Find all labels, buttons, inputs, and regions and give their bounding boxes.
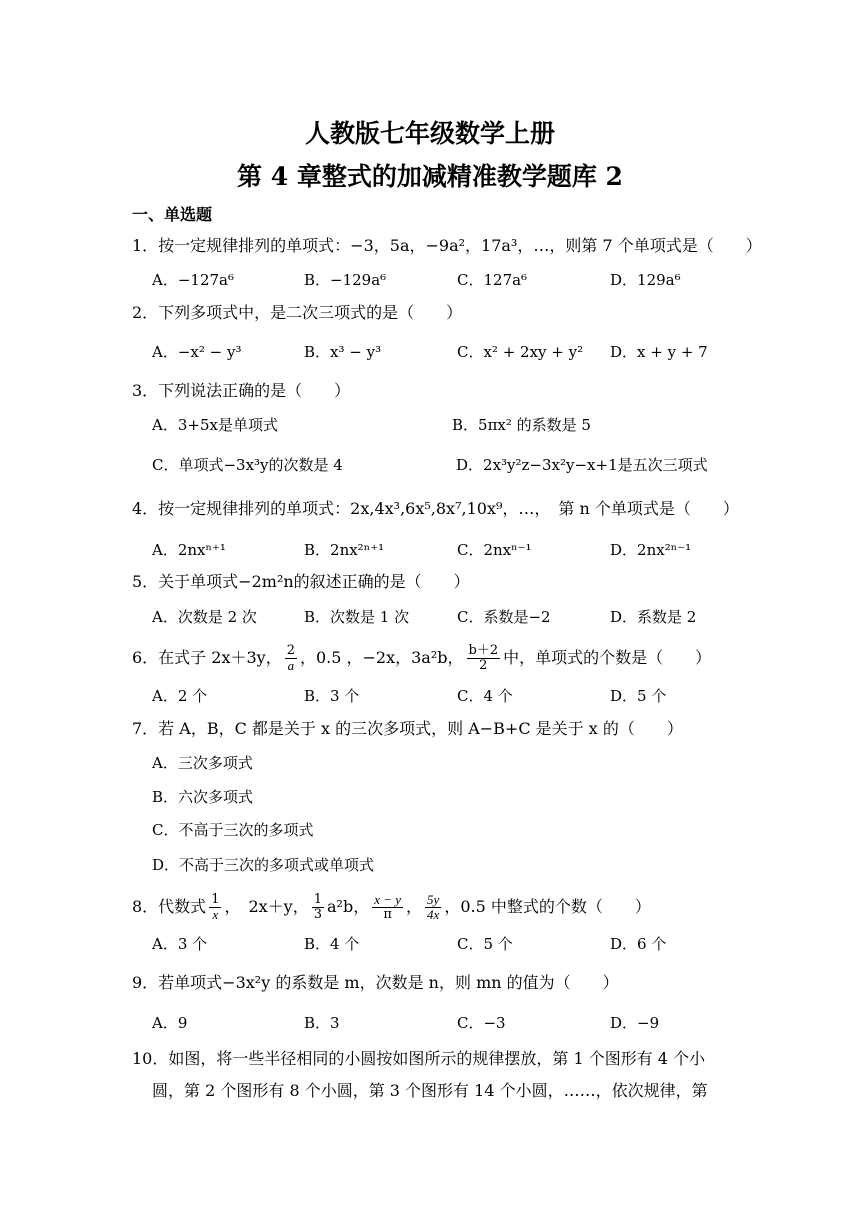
q8-part2: ， 2x＋y， <box>224 897 309 916</box>
q8-fraction4-denominator: 4x <box>427 907 440 922</box>
q5-option-c: C．系数是−2 <box>457 608 551 626</box>
q9-stem: 9．若单项式−3x²y 的系数是 m，次数是 n，则 mn 的值为（ ） <box>132 973 619 992</box>
q8-fraction1-numerator: 1 <box>211 892 220 907</box>
q8-stem <box>132 893 651 922</box>
q8-fraction-5y-over-4x <box>425 893 441 922</box>
q1-stem: 1．按一定规律排列的单项式：−3，5a，−9a²，17a³，…，则第 7 个单项式是（ ） <box>132 236 762 255</box>
q1-option-a: A．−127a⁶ <box>152 271 234 289</box>
q6-fraction1-denominator: a <box>287 658 295 673</box>
q6-fraction2-numerator: b＋2 <box>468 643 499 658</box>
q7-option-d: D．不高于三次的多项式或单项式 <box>152 856 375 874</box>
q4-option-b: B．2nx²ⁿ⁺¹ <box>304 541 385 559</box>
doc-title-line2: 第 4 章整式的加减精准教学题库 2 <box>237 162 623 191</box>
q6-stem <box>132 644 711 673</box>
q6-option-b: B．3 个 <box>304 687 360 705</box>
q4-option-a: A．2nxⁿ⁺¹ <box>152 541 226 559</box>
q3-option-d: D．2x³y²z−3x²y−x+1是五次三项式 <box>456 456 708 474</box>
q9-option-d: D．−9 <box>610 1014 660 1032</box>
q4-stem: 4．按一定规律排列的单项式：2x,4x³,6x⁵,8x⁷,10x⁹，…， 第 n 个单项式是（ ） <box>132 499 739 518</box>
q7-option-b: B．六次多项式 <box>152 788 254 806</box>
q3-option-a: A．3+5x是单项式 <box>152 416 278 434</box>
q4-option-d: D．2nx²ⁿ⁻¹ <box>610 541 692 559</box>
q5-option-b: B．次数是 1 次 <box>304 608 410 626</box>
q5-option-a: A．次数是 2 次 <box>152 608 257 626</box>
q8-fraction-1-over-3 <box>312 893 324 922</box>
q4-option-c: C．2nxⁿ⁻¹ <box>457 541 532 559</box>
q8-part4: ， <box>406 897 423 916</box>
q8-fraction-1-over-x <box>209 893 221 922</box>
q1-option-c: C．127a⁶ <box>457 271 528 289</box>
section-heading: 一、单选题 <box>132 205 213 224</box>
q3-option-c: C．单项式−3x³y的次数是 4 <box>152 456 343 474</box>
q5-option-d: D．系数是 2 <box>610 608 697 626</box>
q8-part3: a²b， <box>327 897 370 916</box>
q8-suffix: ，0.5 中整式的个数（ ） <box>444 897 651 916</box>
q2-option-b: B．x³ − y³ <box>304 343 382 361</box>
q6-option-d: D．5 个 <box>610 687 667 705</box>
q6-option-a: A．2 个 <box>152 687 208 705</box>
q6-prefix: 6．在式子 2x＋3y， <box>132 648 282 667</box>
q1-option-d: D．129a⁶ <box>610 271 681 289</box>
q6-fraction-b-plus-2-over-2 <box>467 644 501 673</box>
q9-option-a: A．9 <box>152 1014 188 1032</box>
q10-line2: 圆，第 2 个图形有 8 个小圆，第 3 个图形有 14 个小圆，……，依次规律，第 <box>152 1081 708 1100</box>
q2-option-d: D．x + y + 7 <box>610 343 708 361</box>
doc-title-line1: 人教版七年级数学上册 <box>304 119 555 148</box>
q8-fraction3-numerator: x − y <box>374 892 402 907</box>
q1-option-b: B．−129a⁶ <box>304 271 387 289</box>
q8-fraction-x-minus-y-over-pi <box>372 893 403 922</box>
q3-stem: 3．下列说法正确的是（ ） <box>132 381 351 400</box>
q6-fraction2-denominator: 2 <box>479 658 488 673</box>
q2-option-a: A．−x² − y³ <box>152 343 242 361</box>
q8-option-a: A．3 个 <box>152 935 208 953</box>
q3-option-b: B．5πx² 的系数是 5 <box>452 416 591 434</box>
q8-prefix: 8．代数式 <box>132 897 207 916</box>
q2-stem: 2．下列多项式中，是二次三项式的是（ ） <box>132 303 463 322</box>
q6-suffix: 中，单项式的个数是（ ） <box>503 648 712 667</box>
q6-option-c: C．4 个 <box>457 687 513 705</box>
q7-option-c: C．不高于三次的多项式 <box>152 821 314 839</box>
q9-option-c: C．−3 <box>457 1014 506 1032</box>
q7-option-a: A．三次多项式 <box>152 754 253 772</box>
q8-fraction4-numerator: 5y <box>427 892 440 907</box>
q8-option-d: D．6 个 <box>610 935 667 953</box>
q6-middle: ，0.5 ，−2x，3a²b， <box>299 648 464 667</box>
q6-fraction-2-over-a <box>285 644 297 673</box>
q7-stem: 7．若 A，B，C 都是关于 x 的三次多项式，则 A−B+C 是关于 x 的（ ） <box>132 719 683 738</box>
q9-option-b: B．3 <box>304 1014 340 1032</box>
q8-fraction1-denominator: x <box>212 907 219 922</box>
q8-fraction2-numerator: 1 <box>313 892 322 907</box>
q5-stem: 5．关于单项式−2m²n的叙述正确的是（ ） <box>132 572 470 591</box>
q10-line1: 10．如图，将一些半径相同的小圆按如图所示的规律摆放，第 1 个图形有 4 个小 <box>132 1049 706 1068</box>
q8-option-b: B．4 个 <box>304 935 360 953</box>
q8-fraction2-denominator: 3 <box>313 907 322 922</box>
q6-fraction1-numerator: 2 <box>286 643 295 658</box>
q8-option-c: C．5 个 <box>457 935 513 953</box>
q2-option-c: C．x² + 2xy + y² <box>457 343 584 361</box>
q8-fraction3-denominator: π <box>383 907 392 922</box>
